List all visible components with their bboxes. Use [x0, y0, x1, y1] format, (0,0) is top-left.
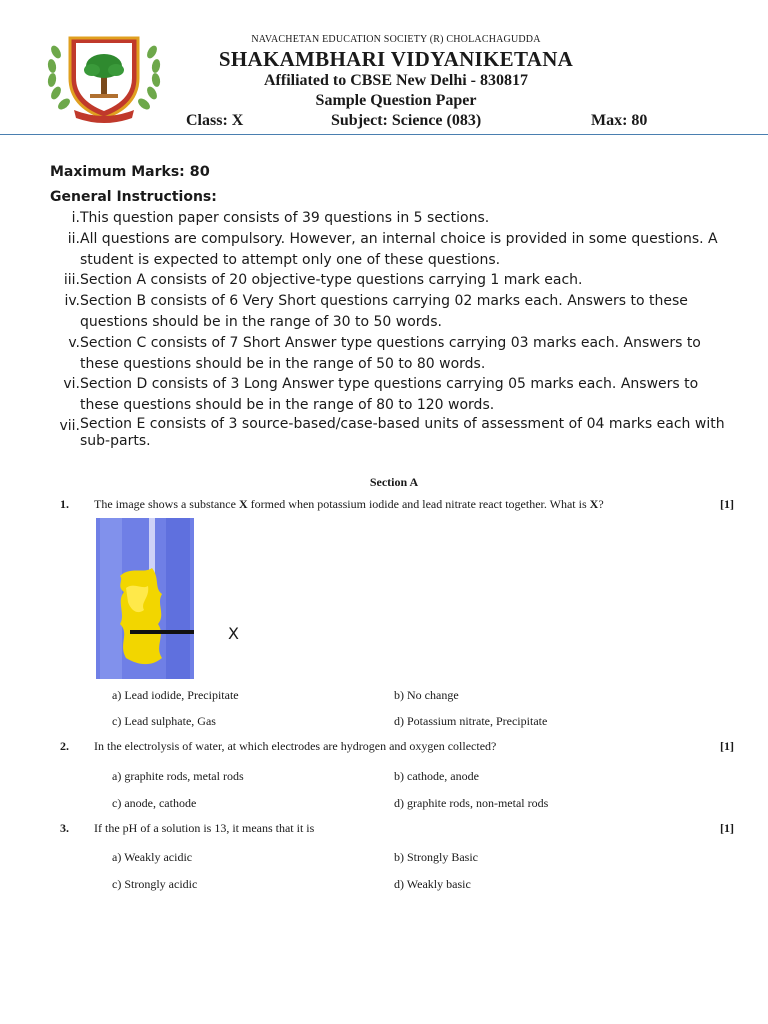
question-text-bold: X	[238, 497, 248, 511]
affiliation: Affiliated to CBSE New Delhi - 830817	[264, 72, 528, 89]
figure-label-x: X	[228, 624, 239, 643]
section-title: Section A	[369, 475, 419, 489]
option-c[interactable]: c) Lead sulphate, Gas	[112, 714, 216, 728]
option-c[interactable]: c) Strongly acidic	[112, 877, 198, 891]
question-text-part: formed when potassium iodide and lead nitrate react together. What is	[247, 497, 590, 511]
question-number: 1.	[60, 497, 69, 511]
instruction-number: iv.	[64, 293, 80, 310]
instruction-item	[50, 229, 740, 271]
option-a[interactable]: a) graphite rods, metal rods	[112, 769, 244, 783]
instruction-text: Section D consists of 3 Long Answer type questions carrying 05 marks each. Answers to these questions should be in the range of 80 to 120 words.	[80, 376, 699, 414]
instructions-list	[50, 208, 740, 450]
instruction-item	[50, 374, 740, 416]
option-d[interactable]: d) Potassium nitrate, Precipitate	[394, 714, 548, 728]
option-d[interactable]: d) graphite rods, non-metal rods	[394, 796, 549, 810]
maximum-marks-label: Maximum Marks:	[50, 164, 185, 180]
test-tube-figure	[96, 518, 194, 679]
option-a[interactable]: a) Lead iodide, Precipitate	[112, 688, 239, 702]
question-text: If the pH of a solution is 13, it means that it is	[94, 821, 315, 835]
page-header	[0, 0, 768, 135]
instruction-item	[50, 333, 740, 375]
society-name: NAVACHETAN EDUCATION SOCIETY (R) CHOLACHAGUDDA	[251, 34, 541, 45]
instruction-text: Section E consists of 3 source-based/case-based units of assessment of 04 marks each with sub-parts.	[80, 415, 725, 449]
question-marks: [1]	[720, 497, 734, 511]
instruction-number: ii.	[67, 230, 80, 247]
question-text-part: The image shows a substance	[94, 497, 239, 511]
instruction-item	[50, 291, 740, 333]
instruction-item	[50, 270, 740, 291]
class-label: Class: X	[186, 112, 244, 129]
subject-label: Subject: Science (083)	[331, 112, 482, 129]
maximum-marks	[50, 164, 210, 180]
question-number: 3.	[60, 821, 69, 835]
instructions-title: General Instructions:	[50, 189, 217, 205]
instruction-text: Section A consists of 20 objective-type questions carrying 1 mark each.	[80, 272, 583, 289]
instruction-text: This question paper consists of 39 questions in 5 sections.	[80, 210, 490, 226]
question-marks: [1]	[720, 821, 734, 835]
option-c[interactable]: c) anode, cathode	[112, 796, 197, 810]
question-number: 2.	[60, 739, 69, 753]
instruction-item	[50, 208, 740, 229]
school-name: SHAKAMBHARI VIDYANIKETANA	[218, 47, 574, 71]
max-label: Max: 80	[591, 112, 648, 129]
option-a[interactable]: a) Weakly acidic	[112, 850, 193, 864]
question-text: In the electrolysis of water, at which electrodes are hydrogen and oxygen collected?	[94, 739, 497, 753]
question-marks: [1]	[720, 739, 734, 753]
instruction-text: All questions are compulsory. However, an internal choice is provided in some questions. A student is expected to attempt only one of these questions.	[80, 230, 718, 268]
instruction-number: v.	[68, 334, 80, 351]
option-b[interactable]: b) No change	[394, 688, 459, 702]
header-divider	[0, 134, 768, 135]
question-text-part: ?	[598, 497, 604, 511]
option-b[interactable]: b) Strongly Basic	[394, 850, 478, 864]
instruction-text: Section C consists of 7 Short Answer type questions carrying 03 marks each. Answers to these questions should be in the range of 50 to 80 words.	[80, 334, 701, 372]
option-b[interactable]: b) cathode, anode	[394, 769, 479, 783]
instruction-item	[50, 416, 740, 450]
instruction-number: vii.	[59, 417, 80, 434]
instruction-number: i.	[71, 210, 80, 226]
question-text	[94, 497, 604, 512]
instruction-number: vi.	[63, 376, 80, 393]
paper-title: Sample Question Paper	[315, 92, 477, 109]
instruction-number: iii.	[63, 272, 80, 289]
instruction-text: Section B consists of 6 Very Short questions carrying 02 marks each. Answers to these questions should be in the range of 30 to 50 words.	[80, 293, 688, 330]
question-text-bold: X	[589, 497, 599, 511]
maximum-marks-value: 80	[189, 164, 210, 180]
option-d[interactable]: d) Weakly basic	[394, 877, 471, 891]
